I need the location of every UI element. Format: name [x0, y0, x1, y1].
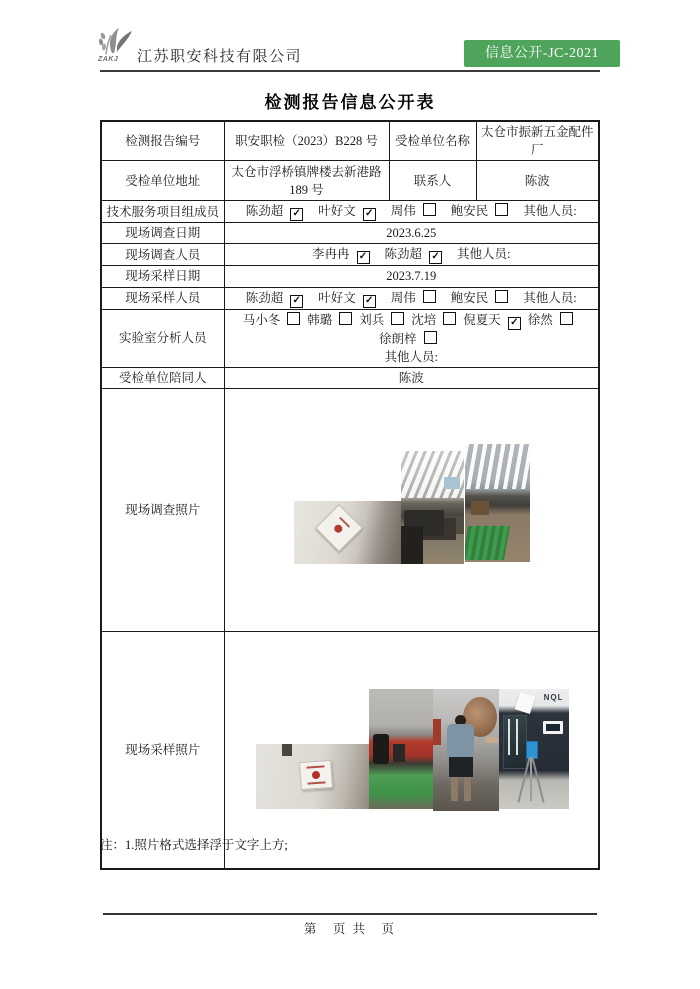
plaque-shape [314, 504, 362, 552]
skylight [444, 477, 460, 489]
blue-sampling-meter [526, 741, 538, 759]
worker-figure [393, 744, 405, 762]
door-handle [516, 719, 518, 755]
seal-text-line [307, 781, 325, 784]
table-row [101, 161, 599, 201]
member-name: 鲍安民 [450, 204, 489, 219]
checkbox-checked[interactable]: ✓ [508, 317, 521, 330]
checkbox-unchecked[interactable] [287, 312, 300, 325]
checkbox-unchecked[interactable] [391, 312, 404, 325]
red-seal [332, 523, 343, 534]
lab-staff-label: 实验室分析人员 [101, 309, 224, 367]
member-name: 周伟 [390, 290, 416, 305]
sampling-photos-cell [224, 631, 599, 869]
red-seal [311, 771, 320, 780]
header-rule [100, 70, 600, 72]
member-item [451, 291, 509, 305]
photo-survey-factory-sign [294, 501, 401, 564]
checkbox-unchecked[interactable] [423, 290, 436, 303]
member-name: 徐然 [527, 312, 553, 327]
member-name: 陈劲超 [245, 204, 284, 219]
checkbox-checked[interactable]: ✓ [363, 208, 376, 221]
checkbox-unchecked[interactable] [339, 312, 352, 325]
sampling-date-value: 2023.7.19 [224, 266, 599, 287]
page-number: 第 页 共 页 [303, 922, 397, 936]
worker-leg [451, 777, 458, 801]
member-name: 倪夏天 [463, 312, 501, 327]
member-name: 马小冬 [242, 312, 281, 327]
member-item [391, 291, 436, 305]
machine-brand-label: NQL [543, 692, 564, 702]
seal-text-line [306, 765, 324, 768]
escort-label: 受检单位陪同人 [101, 367, 224, 388]
member-item [246, 204, 304, 218]
survey-date-label: 现场调查日期 [101, 223, 224, 244]
tech-team-label: 技术服务项目组成员 [101, 201, 224, 223]
green-mat [465, 526, 510, 560]
disclosure-form-table [100, 120, 600, 870]
worker-figure [373, 734, 389, 764]
worker-torso [447, 724, 474, 758]
table-row [101, 388, 599, 631]
control-screen-display [546, 724, 560, 731]
white-paper [514, 692, 535, 714]
tripod-leg [530, 757, 532, 801]
other-personnel-label: 其他人员: [457, 247, 511, 262]
member-name: 鲍安民 [450, 290, 489, 305]
table-row [101, 223, 599, 244]
member-item [359, 313, 404, 327]
unit-name-label: 受检单位名称 [389, 121, 476, 161]
checkbox-unchecked[interactable] [495, 290, 508, 303]
contact-label: 联系人 [389, 161, 476, 201]
table-row [101, 244, 599, 266]
checkbox-unchecked[interactable] [560, 312, 573, 325]
roof-beams [465, 444, 530, 489]
checkbox-unchecked[interactable] [423, 203, 436, 216]
survey-date-value: 2023.6.25 [224, 223, 599, 244]
wall-pipe [282, 744, 292, 756]
logo-icon [96, 27, 134, 57]
checkbox-checked[interactable]: ✓ [290, 295, 303, 308]
doc-code-badge: 信息公开-JC-2021 [464, 40, 620, 67]
tech-team-members [224, 201, 599, 223]
checkbox-unchecked[interactable] [495, 203, 508, 216]
table-row [101, 121, 599, 161]
table-row [101, 201, 599, 223]
door-handle [508, 719, 510, 755]
plaque-shape [299, 760, 333, 790]
checkbox-unchecked[interactable] [424, 331, 437, 344]
survey-photos-label: 现场调查照片 [101, 388, 224, 631]
footer-rule [103, 913, 597, 915]
wood-steps [471, 501, 489, 515]
member-name: 徐朗梓 [378, 331, 417, 346]
sampling-staff-label: 现场采样人员 [101, 287, 224, 309]
table-row [101, 287, 599, 309]
checkbox-checked[interactable]: ✓ [357, 251, 370, 264]
member-name: 周伟 [390, 204, 416, 219]
company-name: 江苏职安科技有限公司 [137, 49, 303, 65]
member-item [312, 247, 370, 261]
member-item [246, 291, 304, 305]
survey-staff-label: 现场调查人员 [101, 244, 224, 266]
table-row [101, 266, 599, 287]
member-name: 刘兵 [359, 312, 385, 327]
checkbox-checked[interactable]: ✓ [363, 295, 376, 308]
photo-sampling-factory-sign [256, 744, 369, 809]
member-name: 韩璐 [307, 312, 333, 327]
sampling-photos-label: 现场采样照片 [101, 631, 224, 869]
checkbox-unchecked[interactable] [443, 312, 456, 325]
member-item [391, 204, 436, 218]
machine-glass-door [503, 715, 527, 769]
unit-address-label: 受检单位地址 [101, 161, 224, 201]
photo-sampling-worker [433, 689, 499, 811]
member-item [318, 291, 376, 305]
report-number-value: 职安职检（2023）B228 号 [224, 121, 389, 161]
sampling-date-label: 现场采样日期 [101, 266, 224, 287]
survey-photos-cell [224, 388, 599, 631]
other-personnel-label: 其他人员: [523, 290, 577, 305]
member-item [528, 313, 573, 327]
member-name: 叶好文 [318, 290, 356, 305]
red-machine-edge [433, 719, 441, 745]
contact-value: 陈波 [476, 161, 599, 201]
table-row [101, 309, 599, 367]
unit-name-value: 太仓市振新五金配件厂 [476, 121, 599, 161]
member-item [379, 332, 437, 346]
member-item [243, 313, 301, 327]
table-row [101, 631, 599, 869]
page-title: 检测报告信息公开表 [264, 93, 436, 112]
survey-staff-members [224, 244, 599, 266]
member-item [385, 247, 443, 261]
photo-survey-warehouse [465, 444, 530, 562]
company-logo [96, 27, 136, 69]
table-row [101, 367, 599, 388]
dark-machine [401, 526, 423, 564]
member-name: 叶好文 [318, 204, 356, 219]
pointing-arm [485, 737, 499, 743]
member-name: 陈劲超 [384, 247, 423, 262]
member-name: 李冉冉 [311, 247, 350, 262]
member-name: 沈培 [411, 312, 437, 327]
escort-value: 陈波 [224, 367, 599, 388]
sampling-staff-members [224, 287, 599, 309]
worker-shorts [449, 757, 473, 777]
member-item [307, 313, 352, 327]
member-item [411, 313, 456, 327]
report-number-label: 检测报告编号 [101, 121, 224, 161]
roof-beams [401, 451, 464, 498]
member-item [318, 204, 376, 218]
tripod-leg [531, 757, 544, 802]
worker-leg [464, 777, 471, 801]
member-name: 陈劲超 [245, 290, 284, 305]
photo-survey-workshop [401, 451, 464, 564]
other-personnel-label: 其他人员: [523, 204, 577, 219]
logo-text: ZAKJ [98, 56, 119, 63]
member-item [463, 313, 521, 327]
checkbox-checked[interactable]: ✓ [429, 251, 442, 264]
member-item [451, 204, 509, 218]
footnote: 注：1.照片格式选择浮于文字上方; [100, 838, 288, 852]
unit-address-value: 太仓市浮桥镇牌楼去新港路 189 号 [224, 161, 389, 201]
photo-sampling-red-machine [369, 689, 433, 809]
other-personnel-label: 其他人员: [384, 349, 438, 364]
lab-staff-members [224, 309, 599, 367]
checkbox-checked[interactable]: ✓ [290, 208, 303, 221]
photo-sampling-cnc-meter [499, 689, 569, 809]
